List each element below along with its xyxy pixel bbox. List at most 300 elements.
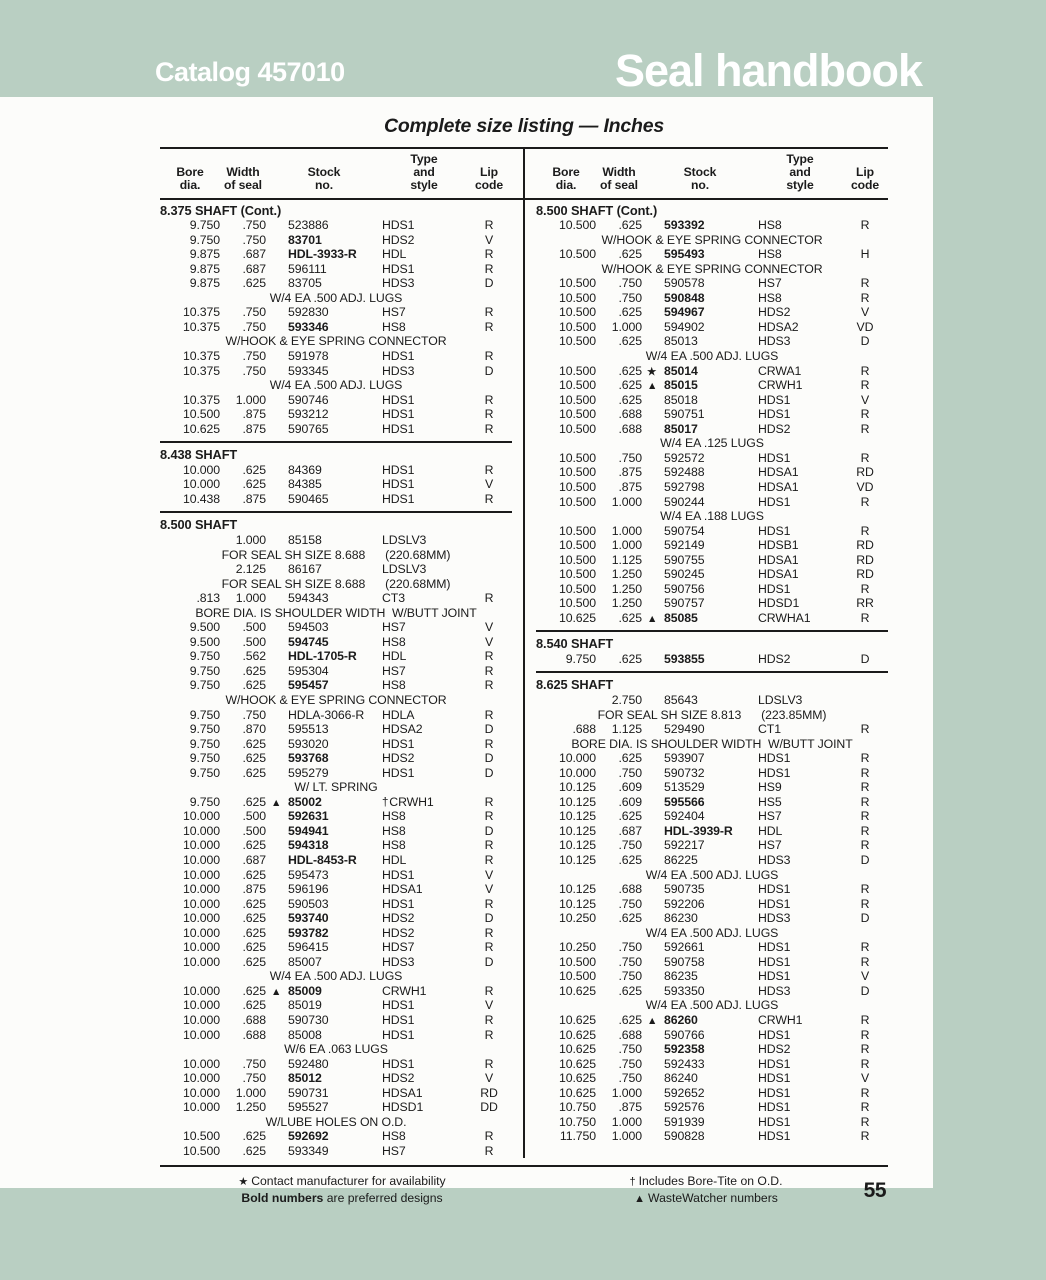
- lip-code-cell: R: [860, 1100, 870, 1115]
- stock-no-text: 592358: [664, 1042, 705, 1057]
- bore-dia-cell: 10.000: [182, 940, 220, 955]
- seal-width-cell: .688: [618, 882, 642, 897]
- stock-no-text: 590766: [664, 1027, 705, 1042]
- stock-no-text: 529490: [664, 722, 705, 737]
- stock-no-text: 593350: [664, 983, 705, 998]
- seal-width-cell: 1.000: [611, 523, 642, 538]
- bore-dia-cell: 10.000: [182, 925, 220, 940]
- type-style-cell: [758, 897, 842, 912]
- stock-no-text: 86167: [288, 562, 322, 577]
- type-style-cell: [382, 882, 466, 897]
- seal-width-cell: 1.250: [611, 567, 642, 582]
- seal-width-cell: .625: [618, 305, 642, 320]
- seal-width-cell: .500: [242, 620, 266, 635]
- stock-no-cell: [642, 305, 758, 320]
- stock-no-cell: [266, 349, 382, 364]
- header-cell-3: [758, 153, 842, 193]
- section-title: 8.540 SHAFT: [536, 636, 614, 652]
- stock-no-cell: [266, 984, 382, 1000]
- type-style-text: HDS1: [758, 1129, 791, 1144]
- stock-no-text: 590765: [288, 421, 329, 436]
- lip-code-cell: R: [860, 722, 870, 737]
- stock-no-cell: [642, 824, 758, 839]
- stock-no-text: 594318: [288, 838, 329, 853]
- stock-no-cell: [642, 1086, 758, 1101]
- table-row: [536, 780, 888, 795]
- lip-code-cell: VD: [856, 479, 874, 494]
- header-line: no.: [315, 178, 333, 193]
- stock-no-text: 592433: [664, 1056, 705, 1071]
- lip-code-cell: R: [860, 276, 870, 291]
- listing-title: Complete size listing — Inches: [383, 115, 665, 137]
- type-style-cell: [758, 1071, 842, 1086]
- seal-width-cell: .750: [618, 1042, 642, 1057]
- stock-no-cell: [642, 553, 758, 568]
- lip-code-cell: R: [860, 218, 870, 233]
- stock-no-text: 590578: [664, 276, 705, 291]
- table-row: [160, 1057, 512, 1072]
- table-row: [160, 393, 512, 408]
- bore-dia-cell: 9.750: [565, 651, 596, 666]
- lip-code-cell: D: [860, 911, 870, 926]
- stock-no-text: 590828: [664, 1129, 705, 1144]
- bore-dia-cell: 10.500: [558, 494, 596, 509]
- lip-code-cell: D: [484, 823, 494, 838]
- note-row: W/HOOK & EYE SPRING CONNECTOR: [601, 232, 823, 247]
- table-row: [536, 838, 888, 853]
- stock-no-text: 590244: [664, 494, 705, 509]
- type-style-text: HDSA2: [758, 319, 799, 334]
- lip-code-cell: R: [860, 290, 870, 305]
- seal-width-cell: .625: [242, 998, 266, 1013]
- stock-no-text: 595473: [288, 867, 329, 882]
- lip-code-cell: R: [484, 896, 494, 911]
- footnote-text: WasteWatcher numbers: [648, 1190, 778, 1205]
- table-row: [536, 824, 888, 839]
- type-style-text: CRWH1: [758, 1013, 803, 1027]
- stock-no-text: 591978: [288, 349, 329, 364]
- table-row: [160, 940, 512, 955]
- lip-code-cell: [466, 562, 512, 577]
- bore-dia-cell: 10.125: [558, 823, 596, 838]
- lip-code-cell: R: [484, 678, 494, 693]
- type-style-text: HDS3: [382, 954, 415, 969]
- type-style-cell: [382, 708, 466, 723]
- seal-width-cell: .750: [618, 290, 642, 305]
- type-style-cell: [758, 596, 842, 611]
- catalog-label: Catalog 457010: [155, 57, 345, 87]
- type-style-cell: [758, 495, 842, 510]
- stock-no-cell: [642, 1013, 758, 1029]
- lip-code-cell: R: [484, 852, 494, 867]
- stock-no-text: 592798: [664, 479, 705, 494]
- stock-no-text: 592480: [288, 1056, 329, 1071]
- table-row: [536, 451, 888, 466]
- stock-no-cell: [266, 708, 382, 723]
- seal-width-cell: 1.000: [235, 392, 266, 407]
- lip-code-cell: R: [860, 407, 870, 422]
- type-style-cell: [758, 1013, 842, 1029]
- seal-width-cell: .625: [242, 794, 266, 809]
- seal-width-cell: 1.000: [235, 591, 266, 606]
- table-row: [536, 652, 888, 667]
- stock-no-text: 85018: [664, 392, 698, 407]
- lip-code-cell: RD: [856, 465, 874, 480]
- table-row: [160, 897, 512, 912]
- footnote-bold-text: Bold numbers: [241, 1190, 324, 1205]
- stock-no-cell: [266, 1144, 382, 1159]
- stock-no-cell: [266, 955, 382, 970]
- type-style-text: HS7: [382, 305, 406, 320]
- seal-width-cell: .625: [242, 867, 266, 882]
- type-style-cell: [382, 349, 466, 364]
- note-row: FOR SEAL SH SIZE 8.688 (220.68MM): [221, 547, 451, 562]
- table-row: [536, 334, 888, 349]
- table-row: [160, 233, 512, 248]
- note-row: FOR SEAL SH SIZE 8.688 (220.68MM): [221, 576, 451, 591]
- type-style-cell: [382, 305, 466, 320]
- lip-code-cell: R: [860, 494, 870, 509]
- stock-no-cell: [266, 320, 382, 335]
- table-row: [160, 882, 512, 897]
- table-row: [160, 492, 512, 507]
- stock-no-cell: [266, 678, 382, 693]
- bore-dia-cell: 10.375: [182, 319, 220, 334]
- type-style-text: HS8: [382, 319, 406, 334]
- table-row: [160, 838, 512, 853]
- size-table: [160, 147, 888, 1158]
- stock-no-text: 593768: [288, 751, 329, 766]
- bore-dia-cell: 10.125: [558, 882, 596, 897]
- seal-width-cell: .750: [618, 276, 642, 291]
- stock-no-cell: [642, 766, 758, 781]
- stock-no-text: 592404: [664, 809, 705, 824]
- seal-width-cell: .625: [618, 334, 642, 349]
- header-line: Bore: [552, 165, 580, 180]
- stock-no-cell: [642, 838, 758, 853]
- type-style-cell: [382, 1057, 466, 1072]
- seal-width-cell: 1.125: [611, 722, 642, 737]
- type-style-cell: [758, 969, 842, 984]
- bore-dia-cell: 10.500: [558, 450, 596, 465]
- lip-code-cell: R: [860, 1027, 870, 1042]
- seal-width-cell: .625: [618, 809, 642, 824]
- bore-dia-cell: 10.125: [558, 896, 596, 911]
- bore-dia-cell: 10.625: [558, 1085, 596, 1100]
- type-style-cell: [382, 1028, 466, 1043]
- bore-dia-cell: 10.500: [558, 581, 596, 596]
- lip-code-cell: R: [484, 649, 494, 664]
- header-cell-0: [160, 166, 220, 192]
- table-row: [160, 649, 512, 664]
- stock-no-text: 595527: [288, 1100, 329, 1115]
- type-style-text: HDS1: [382, 765, 415, 780]
- bore-dia-cell: 10.125: [558, 852, 596, 867]
- bore-dia-cell: 10.500: [558, 567, 596, 582]
- stock-no-text: 85008: [288, 1027, 322, 1042]
- footnote-line: [524, 1191, 888, 1208]
- stock-no-text: 593346: [288, 319, 329, 334]
- lip-code-cell: R: [860, 751, 870, 766]
- lip-code-cell: R: [484, 1056, 494, 1071]
- table-row: [536, 897, 888, 912]
- type-style-cell: [382, 620, 466, 635]
- bore-dia-cell: 10.500: [182, 1129, 220, 1144]
- table-row: [160, 998, 512, 1013]
- table-row: [536, 538, 888, 553]
- lip-code-cell: R: [484, 218, 494, 233]
- type-style-cell: [382, 635, 466, 650]
- bore-dia-cell: 10.000: [182, 1013, 220, 1027]
- stock-no-text: 594941: [288, 823, 329, 838]
- note-row: BORE DIA. IS SHOULDER WIDTH W/BUTT JOINT: [571, 736, 853, 751]
- stock-no-cell: [642, 969, 758, 984]
- type-style-cell: [758, 838, 842, 853]
- stock-no-text: 593349: [288, 1143, 329, 1158]
- stock-no-cell: [642, 1129, 758, 1144]
- lip-code-cell: V: [860, 305, 870, 320]
- table-row: [160, 218, 512, 233]
- stock-no-text: 85014: [664, 363, 698, 378]
- header-line: of seal: [600, 178, 638, 193]
- stock-no-cell: [266, 1100, 382, 1115]
- stock-no-cell: [266, 620, 382, 635]
- header-line: dia.: [555, 178, 577, 193]
- bore-dia-cell: 10.750: [558, 1114, 596, 1129]
- type-style-text: HDL: [382, 852, 407, 867]
- stock-no-text: 85085: [664, 610, 698, 625]
- table-row: [536, 582, 888, 597]
- lip-code-cell: R: [484, 1013, 494, 1027]
- footnotes: [160, 1167, 888, 1207]
- table-row: [536, 853, 888, 868]
- lip-code-cell: R: [484, 421, 494, 436]
- seal-width-cell: .750: [242, 1071, 266, 1086]
- bore-dia-cell: 10.000: [182, 954, 220, 969]
- seal-width-cell: .625: [242, 838, 266, 853]
- stock-no-text: 590735: [664, 882, 705, 897]
- page-number: 55: [863, 1179, 886, 1203]
- stock-no-cell: [642, 809, 758, 824]
- type-style-cell: [382, 751, 466, 766]
- table-row: [536, 393, 888, 408]
- lip-code-cell: R: [860, 954, 870, 969]
- bore-dia-cell: 9.875: [189, 276, 220, 291]
- stock-no-cell: [642, 611, 758, 627]
- note-row: W/4 EA .125 LUGS: [660, 436, 764, 451]
- type-style-text: CT3: [382, 591, 405, 606]
- stock-no-cell: [642, 465, 758, 480]
- stock-no-cell: [266, 911, 382, 926]
- type-style-text: HS9: [758, 780, 782, 795]
- stock-no-text: 85015: [664, 378, 698, 393]
- stock-no-text: 590758: [664, 954, 705, 969]
- stock-no-cell: [266, 233, 382, 248]
- table-row: [536, 1013, 888, 1028]
- table-row: [160, 678, 512, 693]
- type-style-text: HS7: [758, 276, 782, 291]
- stock-no-cell: [266, 882, 382, 897]
- type-style-cell: [382, 1086, 466, 1101]
- type-style-cell: [758, 480, 842, 495]
- lip-code-cell: D: [484, 751, 494, 766]
- table-row: [160, 247, 512, 262]
- type-style-text: HDS3: [382, 276, 415, 291]
- table-row: [536, 553, 888, 568]
- stock-no-text: 592692: [288, 1129, 329, 1144]
- table-row: [160, 422, 512, 437]
- bore-dia-cell: 10.500: [558, 392, 596, 407]
- table-row: [160, 1144, 512, 1159]
- footnote-line: [524, 1174, 888, 1191]
- type-style-cell: [382, 678, 466, 693]
- stock-no-cell: [642, 407, 758, 422]
- seal-width-cell: .500: [242, 634, 266, 649]
- seal-width-cell: .750: [618, 1071, 642, 1086]
- lip-code-cell: V: [484, 634, 494, 649]
- lip-code-cell: R: [860, 765, 870, 780]
- type-style-cell: [758, 276, 842, 291]
- type-style-cell: [382, 1100, 466, 1115]
- header-line: code: [850, 178, 880, 193]
- type-style-text: HDS1: [382, 261, 415, 276]
- note-row: W/HOOK & EYE SPRING CONNECTOR: [225, 334, 447, 349]
- stock-no-cell: [642, 495, 758, 510]
- type-style-text: HDS1: [758, 1071, 791, 1086]
- footnote-text: Contact manufacturer for availability: [251, 1174, 446, 1189]
- lip-code-cell: R: [484, 1143, 494, 1158]
- bore-dia-cell: 10.000: [182, 477, 220, 492]
- seal-width-cell: 1.250: [611, 581, 642, 596]
- seal-width-cell: .625: [618, 852, 642, 867]
- type-style-text: HDS3: [758, 911, 791, 926]
- seal-width-cell: .625: [242, 477, 266, 492]
- stock-no-cell: [642, 1042, 758, 1057]
- lip-code-cell: R: [484, 663, 494, 678]
- stock-no-text: 590756: [664, 581, 705, 596]
- table-row: [536, 955, 888, 970]
- type-style-text: CRWH1: [382, 983, 427, 998]
- type-style-cell: [382, 262, 466, 277]
- seal-width-cell: .625: [242, 1143, 266, 1158]
- type-style-text: HDSA1: [758, 552, 799, 567]
- lip-code-cell: [842, 693, 888, 708]
- table-row: [536, 305, 888, 320]
- seal-width-cell: .625: [618, 1013, 642, 1027]
- type-style-cell: [382, 955, 466, 970]
- stock-no-text: 590465: [288, 491, 329, 506]
- seal-width-cell: .750: [618, 765, 642, 780]
- stock-no-cell: [266, 649, 382, 664]
- type-style-text: HDS1: [382, 407, 415, 422]
- bore-dia-cell: 10.500: [558, 290, 596, 305]
- stock-no-cell: [642, 451, 758, 466]
- type-style-cell: [758, 393, 842, 408]
- stock-no-text: 593212: [288, 407, 329, 422]
- stock-no-text: 85002: [288, 794, 322, 809]
- bore-dia-cell: 9.750: [189, 663, 220, 678]
- stock-no-cell: [266, 940, 382, 955]
- seal-width-cell: .688: [242, 1013, 266, 1027]
- bore-dia-cell: 10.500: [558, 479, 596, 494]
- bore-dia-cell: 9.750: [189, 765, 220, 780]
- stock-no-text: 594902: [664, 319, 705, 334]
- table-column-left: [160, 203, 524, 1159]
- page-sheet: [0, 97, 933, 1205]
- lip-code-cell: R: [484, 392, 494, 407]
- seal-width-cell: .625: [618, 247, 642, 262]
- lip-code-cell: V: [484, 882, 494, 897]
- footnote-text: Includes Bore-Tite on O.D.: [638, 1174, 783, 1189]
- type-style-text: HS8: [382, 678, 406, 693]
- type-style-cell: [382, 998, 466, 1013]
- header-line: Type: [786, 152, 814, 166]
- table-row: [160, 868, 512, 883]
- note-row: W/4 EA .500 ADJ. LUGS: [645, 998, 779, 1013]
- type-style-cell: [758, 291, 842, 306]
- stock-no-text: 85012: [288, 1071, 322, 1086]
- footnotes-right: [524, 1174, 888, 1207]
- bore-dia-cell: 10.125: [558, 838, 596, 853]
- table-row: [160, 955, 512, 970]
- type-style-text: HDS1: [758, 581, 791, 596]
- table-row: [160, 926, 512, 941]
- table-row: [536, 795, 888, 810]
- seal-width-cell: .625: [242, 765, 266, 780]
- lip-code-cell: R: [860, 780, 870, 795]
- seal-width-cell: .625: [242, 736, 266, 751]
- type-style-cell: [758, 247, 842, 262]
- stock-no-text: 593855: [664, 651, 705, 666]
- bore-dia-cell: 10.500: [558, 421, 596, 436]
- header-line: and: [413, 165, 435, 180]
- stock-no-cell: [642, 247, 758, 262]
- stock-no-text: 85013: [664, 334, 698, 349]
- stock-no-cell: [266, 591, 382, 606]
- stock-no-cell: [266, 926, 382, 941]
- bore-dia-cell: 10.375: [182, 392, 220, 407]
- type-style-cell: [758, 465, 842, 480]
- stock-no-cell: [642, 897, 758, 912]
- type-style-text: CT1: [758, 722, 781, 737]
- page-content: [160, 111, 888, 1207]
- type-style-cell: [758, 955, 842, 970]
- type-style-text: HDS2: [758, 651, 791, 666]
- lip-code-cell: D: [860, 983, 870, 998]
- table-row: [536, 969, 888, 984]
- bore-dia-cell: [536, 693, 596, 708]
- table-row: [536, 984, 888, 999]
- lip-code-cell: V: [484, 1071, 494, 1086]
- table-row: [160, 635, 512, 650]
- type-style-cell: [382, 463, 466, 478]
- header-cell-2: [266, 166, 382, 192]
- stock-no-text: HDL-8453-R: [288, 852, 357, 867]
- lip-code-cell: D: [484, 276, 494, 291]
- stock-no-cell: [642, 984, 758, 999]
- bore-dia-cell: 10.000: [182, 867, 220, 882]
- bore-dia-cell: 10.625: [558, 983, 596, 998]
- type-style-cell: [382, 722, 466, 737]
- table-row: [160, 364, 512, 379]
- table-row: [536, 1071, 888, 1086]
- type-style-cell: [758, 853, 842, 868]
- bore-dia-cell: 10.500: [558, 407, 596, 422]
- seal-width-cell: 2.125: [235, 562, 266, 577]
- table-row: [536, 567, 888, 582]
- lip-code-cell: R: [860, 421, 870, 436]
- type-style-text: LDSLV3: [382, 532, 427, 547]
